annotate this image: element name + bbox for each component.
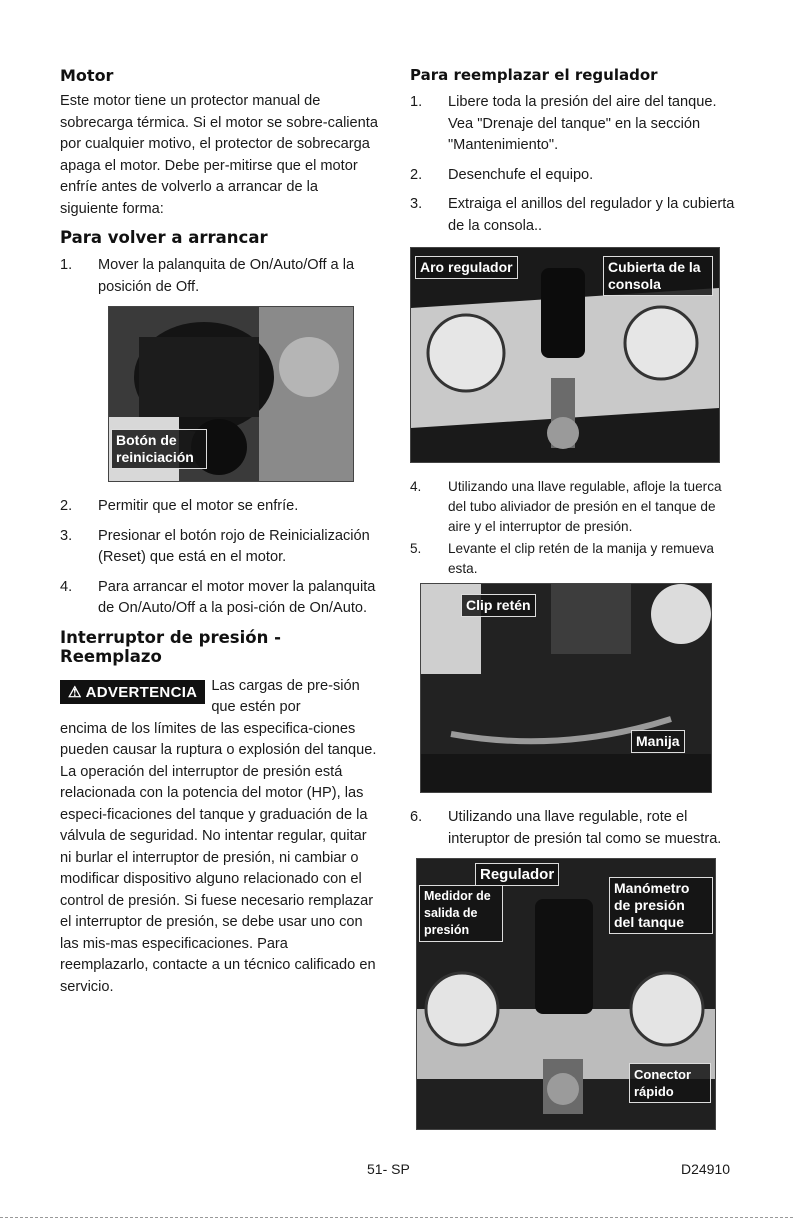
motor-photo xyxy=(108,306,354,482)
regulator-steps-final xyxy=(410,807,740,850)
pressure-switch-body: encima de los límites de las especifica-ciones pueden causar la ruptura o explosión del tanque. La operación del interruptor de presión está relacionada con la potencia del motor (HP), las especi-ficaciones del tanque y graduación de la válvula de seguridad. No intentar regular, quitar ni burlar el interruptor de presión, ni cambiar o modificar dispositivo alguno relacionado con el control de presión. Si fuese necesario remplazar el interruptor de presión, se debe usar uno con las mis-mas especificaciones. Para reemplazarlo, contacte a un técnico calificado en servicio. xyxy=(60,720,377,995)
regulator-steps-continued xyxy=(410,477,740,579)
restart-steps xyxy=(60,255,380,298)
quick-coupler-label: Conector rápido xyxy=(629,1063,711,1103)
outlet-gauge-label: Medidor de salida de presión xyxy=(419,885,503,942)
warning-badge: ⚠ ADVERTENCIA xyxy=(60,680,205,704)
warning-block xyxy=(60,676,380,719)
document-code: D24910 xyxy=(681,1161,731,1177)
list-item: 3. Presionar el botón rojo de Reinicialización (Reset) que está en el motor. xyxy=(60,527,370,565)
list-item: 1. Libere toda la presión del aire del tanque. Vea "Drenaje del tanque" en la sección "Mantenimiento". xyxy=(410,94,717,153)
regulator-ring-photo xyxy=(410,247,720,463)
reset-button-label: Botón de reiniciación xyxy=(111,429,207,469)
regulator-label: Regulador xyxy=(475,863,559,886)
restart-steps-continued xyxy=(60,496,380,620)
pressure-switch-photo xyxy=(416,858,716,1130)
list-item: 4. Para arrancar el motor mover la palanquita de On/Auto/Off a la posi-ción de On/Auto. xyxy=(60,578,376,616)
list-item: 2. Permitir que el motor se enfríe. xyxy=(60,498,299,514)
list-item: 2. Desenchufe el equipo. xyxy=(410,166,594,183)
list-item: 5. Levante el clip retén de la manija y remueva esta. xyxy=(410,541,714,576)
page-edge-rule xyxy=(0,1217,793,1218)
section-heading-regulator: Para reemplazar el regulador xyxy=(410,66,658,84)
list-item: 1. Mover la palanquita de On/Auto/Off a la posición de Off. xyxy=(60,257,355,295)
motor-body: Este motor tiene un protector manual de sobrecarga térmica. Si el motor se sobre-calienta por cualquier motivo, el protector de sobrecarga apaga el motor. Debe per-mitirse que el motor enfríe antes de volverlo a arrancar de la siguiente forma: xyxy=(60,93,378,217)
console-cover-label: Cubierta de la consola xyxy=(603,256,713,296)
retaining-clip-label: Clip retén xyxy=(461,594,536,617)
regulator-ring-label: Aro regulador xyxy=(415,256,518,279)
list-item: 3. Extraiga el anillos del regulador y la cubierta de la consola.. xyxy=(410,196,735,234)
retaining-clip-photo xyxy=(420,583,712,793)
warning-side-text: Las cargas de pre-sión que estén por xyxy=(211,677,360,715)
section-heading-pressure-switch: Interruptor de presión - Reemplazo xyxy=(60,627,281,666)
regulator-steps xyxy=(410,92,740,237)
left-column xyxy=(60,66,380,998)
list-item: 4. Utilizando una llave regulable, afloje la tuerca del tubo aliviador de presión en el tanque de aire y el interruptor de presión. xyxy=(410,479,722,534)
handle-label: Manija xyxy=(631,730,685,753)
list-item: 6. Utilizando una llave regulable, rote el interuptor de presión tal como se muestra. xyxy=(410,809,722,847)
tank-gauge-label: Manómetro de presión del tanque xyxy=(609,877,713,934)
section-heading-restart: Para volver a arrancar xyxy=(60,228,268,247)
right-column xyxy=(410,66,740,1144)
section-heading-motor: Motor xyxy=(60,66,114,85)
page-number: 51- SP xyxy=(367,1161,410,1177)
